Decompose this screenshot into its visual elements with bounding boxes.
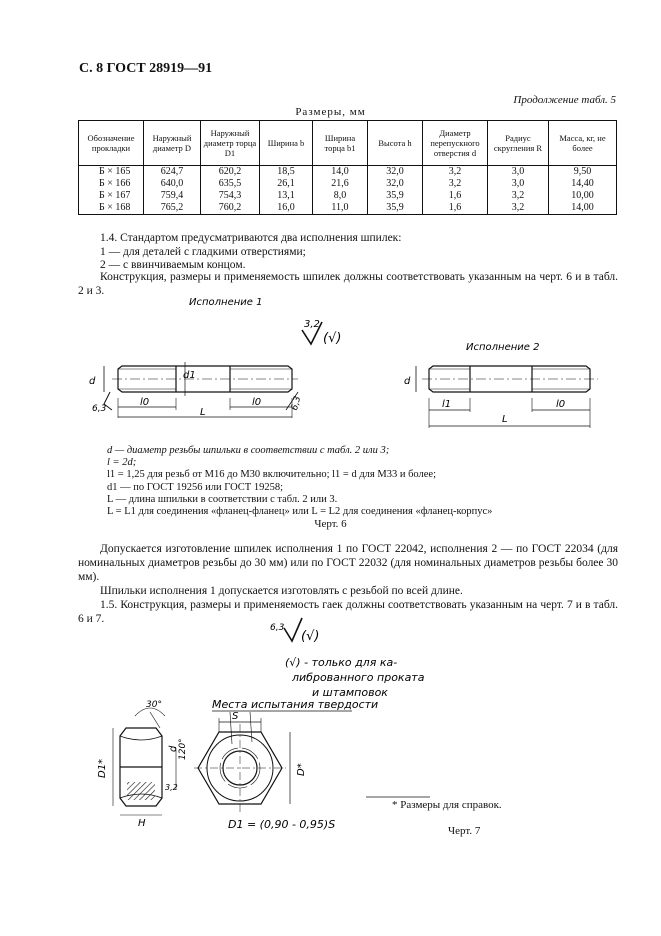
formula: D1 = (0,90 - 0,95)S bbox=[228, 818, 336, 831]
table-cell: 14,40 bbox=[549, 178, 617, 190]
stud1-label-l0-left: l0 bbox=[140, 397, 150, 408]
table-cell: 21,6 bbox=[313, 178, 368, 190]
paragraph-permitted-manufacture: Допускается изготовление шпилек исполнения 1 по ГОСТ 22042, исполнения 2 — по ГОСТ 22034 (для номинальных диаметров резьбы до 30 мм) или по ГОСТ 22032 (для номинальных диаметров резьбы более 30 мм). bbox=[78, 543, 618, 583]
table-cell: 10,00 bbox=[549, 190, 617, 202]
paragraph-construction: Конструкция, размеры и применяемость шпилек должны соответствовать указанным на черт. 6 и в табл. 2 и 3. bbox=[78, 271, 618, 297]
table-cell: 620,2 bbox=[201, 166, 260, 179]
stud2-label-d: d bbox=[404, 376, 411, 387]
table-cell: 754,3 bbox=[201, 190, 260, 202]
table-continuation: Продолжение табл. 5 bbox=[513, 94, 616, 106]
col-header: Ширина b bbox=[260, 121, 313, 166]
table-cell: 1,6 bbox=[423, 190, 488, 202]
col-header: Высота h bbox=[368, 121, 423, 166]
stud2-label-l1: l1 bbox=[442, 399, 452, 410]
table-cell: 11,0 bbox=[313, 202, 368, 215]
table-caption: Размеры, мм bbox=[295, 106, 366, 118]
col-header: Радиус скругления R bbox=[488, 121, 549, 166]
exec1-label: Исполнение 1 bbox=[189, 297, 263, 308]
col-header: Диаметр перепускного отверстия d bbox=[423, 121, 488, 166]
nut-roughness-check-icon bbox=[284, 618, 302, 641]
stud2-label-l0: l0 bbox=[556, 399, 566, 410]
paragraph-full-thread: Шпильки исполнения 1 допускается изготовлять с резьбой по всей длине. bbox=[100, 585, 463, 597]
table-cell: 13,1 bbox=[260, 190, 313, 202]
table-cell: 32,0 bbox=[368, 178, 423, 190]
nut-front-view bbox=[194, 712, 290, 812]
table-cell: 35,9 bbox=[368, 190, 423, 202]
table-cell: 32,0 bbox=[368, 166, 423, 179]
table-cell: 635,5 bbox=[201, 178, 260, 190]
legend-line: L = L1 для соединения «фланец-фланец» или L = L2 для соединения «фланец-корпус» bbox=[107, 506, 493, 518]
label-32: 3,2 bbox=[165, 783, 178, 792]
table-cell: 26,1 bbox=[260, 178, 313, 190]
col-header: Обозначение прокладки bbox=[79, 121, 144, 166]
table-cell: Б × 166 bbox=[79, 178, 144, 190]
page-header: С. 8 ГОСТ 28919—91 bbox=[79, 61, 213, 76]
label-S: S bbox=[232, 711, 239, 722]
col-header: Масса, кг, не более bbox=[549, 121, 617, 166]
stud1-label-l0-right: l0 bbox=[252, 397, 262, 408]
legend-line: d — диаметр резьбы шпильки в соответствии с табл. 2 или 3; bbox=[107, 445, 390, 456]
nut-roughness-paren: (√) bbox=[301, 629, 320, 644]
legend-line: L — длина шпильки в соответствии с табл. 2 или 3. bbox=[107, 493, 338, 505]
caption-drawing-6: Черт. 6 bbox=[314, 518, 347, 530]
table-cell: 14,00 bbox=[549, 202, 617, 215]
table-cell: 8,0 bbox=[313, 190, 368, 202]
table-cell: 16,0 bbox=[260, 202, 313, 215]
legend-line: l = 2d; bbox=[107, 457, 137, 469]
exec2-label: Исполнение 2 bbox=[466, 342, 540, 353]
paragraph-1-4: 1.4. Стандартом предусматриваются два исполнения шпилек: bbox=[100, 232, 402, 244]
table-cell: 3,2 bbox=[488, 202, 549, 215]
table-cell: 3,0 bbox=[488, 178, 549, 190]
table-cell: Б × 168 bbox=[79, 202, 144, 215]
roughness-paren: (√) bbox=[323, 331, 342, 346]
stud2-label-L: L bbox=[502, 414, 508, 425]
stud1-label-d1: d1 bbox=[183, 370, 196, 381]
nut-roughness-value: 6,3 bbox=[270, 623, 285, 633]
table-cell: 1,6 bbox=[423, 202, 488, 215]
label-D: D* bbox=[296, 763, 307, 776]
table-cell: 624,7 bbox=[144, 166, 201, 179]
list-item-exec-1: 1 — для деталей с гладкими отверстиями; bbox=[100, 246, 306, 258]
table-cell: 35,9 bbox=[368, 202, 423, 215]
hardness-label: Места испытания твердости bbox=[212, 698, 379, 711]
stud1-label-L: L bbox=[200, 407, 206, 418]
table-cell: 759,4 bbox=[144, 190, 201, 202]
legend-line: l1 = 1,25 для резьб от M16 до M30 включительно; l1 = d для M33 и более; bbox=[107, 469, 437, 481]
label-H: H bbox=[138, 818, 146, 829]
caption-drawing-7: Черт. 7 bbox=[448, 825, 481, 837]
table-cell: 18,5 bbox=[260, 166, 313, 179]
col-header: Наружный диаметр торца D1 bbox=[201, 121, 260, 166]
footnote: * Размеры для справок. bbox=[392, 799, 502, 811]
table-cell: Б × 167 bbox=[79, 190, 144, 202]
label-d: d bbox=[168, 745, 179, 752]
table-cell: 765,2 bbox=[144, 202, 201, 215]
table-cell: 3,0 bbox=[488, 166, 549, 179]
table-cell: 9,50 bbox=[549, 166, 617, 179]
stud1-label-d: d bbox=[89, 376, 96, 387]
table-cell: Б × 165 bbox=[79, 166, 144, 179]
note-line-3: и штамповок bbox=[312, 686, 388, 699]
col-header: Наружный диаметр D bbox=[144, 121, 201, 166]
label-D1: D1* bbox=[97, 758, 108, 778]
table-cell: 760,2 bbox=[201, 202, 260, 215]
stud1-label-63: 6,3 bbox=[92, 404, 107, 414]
paragraph-1-5: 1.5. Конструкция, размеры и применяемость гаек должны соответствовать указанным на черт. 7 и в табл. 6 и 7. bbox=[78, 599, 618, 625]
label-120: 120° bbox=[178, 738, 188, 760]
roughness-value: 3,2 bbox=[304, 319, 320, 330]
note-line-1: (√) - только для ка- bbox=[285, 656, 398, 669]
stud1-label-63-right: 6,3 bbox=[289, 395, 304, 412]
table-cell: 3,2 bbox=[423, 166, 488, 179]
table-cell: 3,2 bbox=[488, 190, 549, 202]
table-cell: 640,0 bbox=[144, 178, 201, 190]
list-item-exec-2: 2 — с ввинчиваемым концом. bbox=[100, 259, 246, 271]
table-cell: 3,2 bbox=[423, 178, 488, 190]
col-header: Ширина торца b1 bbox=[313, 121, 368, 166]
note-line-2: либрованного проката bbox=[292, 671, 425, 684]
legend-line: d1 — по ГОСТ 19256 или ГОСТ 19258; bbox=[107, 481, 284, 493]
label-30: 30° bbox=[146, 700, 162, 710]
table-cell: 14,0 bbox=[313, 166, 368, 179]
